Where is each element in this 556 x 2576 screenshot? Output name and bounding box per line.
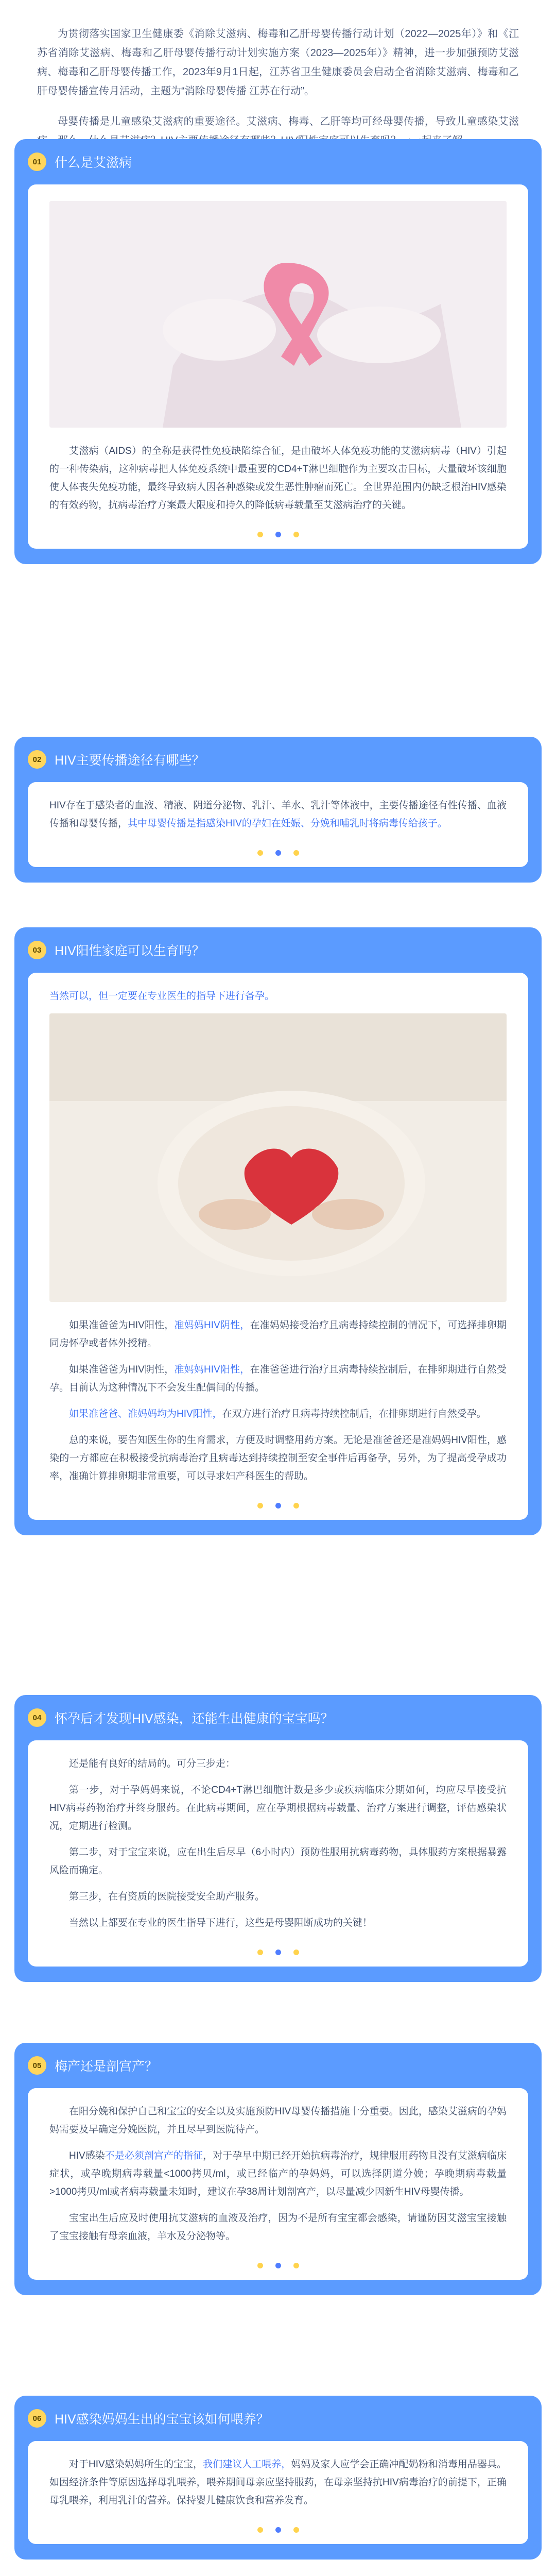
step-item: 第一步，对于孕妈妈来说，不论CD4+T淋巴细胞计数是多少或疾病临床分期如何，均应尽早接受抗HIV病毒药物治疗并终身服药。在此病毒期间，应在孕期根据病毒载量、治疗方案进行调整，评估感染状况，定期进行检测。	[49, 1785, 507, 1832]
section-title: 什么是艾滋病	[55, 156, 132, 170]
pregnancy-illustration	[49, 1013, 507, 1302]
section-paragraph: 宝宝出生后应及时使用抗艾滋病的血液及治疗，因为不是所有宝宝都会感染，请谨防因艾滋宝宝接触了宝宝接触有母亲血液，羊水及分泌物等。	[49, 2213, 507, 2242]
section-paragraph: HIV存在于感染者的血液、精液、阴道分泌物、乳汁、羊水、乳汁等体液中，主要传播途径有性传播、血液传播和母婴传播，其中母婴传播是指感染HIV的孕妇在妊娠、分娩和哺乳时将病毒传给孩子。	[49, 800, 507, 829]
section-number: 02	[28, 750, 46, 769]
step-item: 第三步，在有资质的医院接受安全助产服务。	[69, 1891, 265, 1902]
section-number: 04	[28, 1708, 46, 1727]
section-title: HIV感染妈妈生出的宝宝该如何喂养？	[55, 2412, 269, 2427]
intro-paragraph: 为贯彻落实国家卫生健康委《消除艾滋病、梅毒和乙肝母婴传播行动计划（2022—2025年）》和《江苏省消除艾滋病、梅毒和乙肝母婴传播行动计划实施方案（2023—2025年）》精神，进一步加强预防艾滋病、梅毒和乙肝母婴传播工作，2023年9月1日起，江苏省卫生健康委员会启动全省消除艾滋病、梅毒和乙肝母婴传播宣传月活动，主题为“消除母婴传播 江苏在行动”。	[37, 28, 519, 97]
condition-item: 如果准爸爸为HIV阳性，准妈妈HIV阴性，在准妈妈接受治疗且病毒持续控制的情况下，可选择排卵期同房怀孕或者体外授精。	[49, 1320, 507, 1349]
ribbon-illustration	[49, 201, 507, 428]
condition-item: 如果准爸爸为HIV阴性，准妈妈HIV阳性，在准爸爸进行治疗且病毒持续控制后，在排卵期进行自然受孕。目前认为这种情况下不会发生配偶间的传播。	[49, 1364, 507, 1393]
condition-item: 如果准爸爸、准妈妈均为HIV阳性，在双方进行治疗且病毒持续控制后，在排卵期进行自然受孕。	[69, 1409, 486, 1419]
section-title: HIV主要传播途径有哪些？	[55, 753, 205, 768]
section-paragraph: 对于HIV感染妈妈所生的宝宝，我们建议人工喂养，妈妈及家人应学会正确冲配奶粉和消毒用品器具。如因经济条件等原因选择母乳喂养，喂养期间母亲应坚持服药，在母亲坚持抗HIV病毒治疗的前提下，正确母乳喂养，利用乳汁的营养。保持婴儿健康饮食和营养发育。	[49, 2459, 507, 2506]
section-card-1	[14, 139, 542, 564]
section-paragraph: 在阳分娩和保护自己和宝宝的安全以及实施预防HIV母婴传播措施十分重要。因此，感染艾滋病的孕妈妈需要及早确定分娩医院，并且尽早到医院待产。	[49, 2106, 507, 2135]
section-paragraph: 艾滋病（AIDS）的全称是获得性免疫缺陷综合征，是由破坏人体免疫功能的艾滋病病毒（HIV）引起的一种传染病，这种病毒把人体免疫系统中最重要的CD4+T淋巴细胞作为主要攻击目标，大量破坏该细胞使人体丧失免疫功能，最终导致病人因各种感染或发生恶性肿瘤而死亡。全世界范围内仍缺乏根治HIV感染的有效药物，抗病毒治疗方案最大限度和持久的降低病毒载量至艾滋病治疗的关键。	[49, 446, 507, 511]
section-card-5	[14, 2043, 542, 2295]
intro-paragraph: 母婴传播是儿童感染艾滋病的重要途径。艾滋病、梅毒、乙肝等均可经母婴传播，导致儿童感染艾滋	[58, 116, 519, 127]
section-paragraph: 当然以上都要在专业的医生指导下进行，这些是母婴阻断成功的关键！	[69, 1918, 373, 1928]
section-paragraph: 还是能有良好的结局的。可分三步走：	[69, 1758, 236, 1769]
step-item: 第二步，对于宝宝来说，应在出生后尽早（6小时内）预防性服用抗病毒药物，具体服药方案根据暴露风险而确定。	[49, 1847, 507, 1876]
section-paragraph: 总的来说，要告知医生你的生育需求，方便及时调整用药方案。无论是准爸爸还是准妈妈HIV阳性，感染的一方都应在积极接受抗病毒治疗且病毒达到持续控制至安全事件后再备孕，另外，为了提高受孕成功率，准确计算排卵期非常重要，可以寻求妇产科医生的帮助。	[49, 1435, 507, 1482]
section-card-4	[14, 1695, 542, 1982]
section-number: 05	[28, 2056, 46, 2075]
section-title: 怀孕后才发现HIV感染，还能生出健康的宝宝吗？	[55, 1711, 334, 1726]
section-card-3	[14, 927, 542, 1535]
section-title: 梅产还是剖宫产？	[55, 2059, 158, 2074]
section-lead: 当然可以，但一定要在专业医生的指导下进行备孕。	[49, 991, 275, 1002]
section-number: 06	[28, 2409, 46, 2428]
section-title: HIV阳性家庭可以生育吗？	[55, 944, 205, 958]
section-number: 01	[28, 152, 46, 171]
section-card-2	[14, 737, 542, 883]
section-paragraph: HIV感染不是必须剖宫产的指征，对于孕早中期已经开始抗病毒治疗，规律服用药物且没有艾滋病临床症状，或孕晚期病毒载量<1000拷贝/ml，或已经临产的孕妈妈，可以选择阴道分娩；孕晚期病毒载量>1000拷贝/ml或者病毒载量未知时，建议在孕38周计划剖宫产，以尽量减少因新生HIV母婴传播。	[49, 2150, 507, 2197]
section-number: 03	[28, 941, 46, 959]
highlight-text: 其中母婴传播是指感染HIV的孕妇在妊娠、分娩和哺乳时将病毒传给孩子。	[128, 818, 447, 829]
section-card-6	[14, 2396, 542, 2560]
